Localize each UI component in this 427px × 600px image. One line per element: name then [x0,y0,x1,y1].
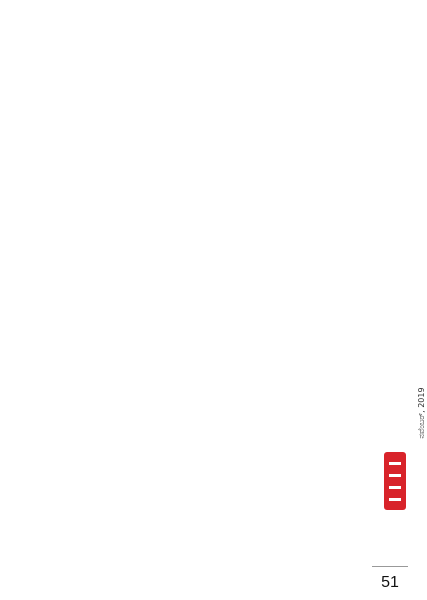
page-number: 51 [381,574,399,591]
logo-stroke [389,462,401,465]
logo-stroke [389,474,401,477]
article-body [28,30,368,570]
magazine-logo [384,452,406,510]
logo-stroke [389,486,401,489]
side-banner [378,0,426,600]
issue-date: ನವೆಂಬರ್, 2019 [417,387,426,439]
logo-stroke [389,498,401,501]
page-number-rule [372,566,408,567]
